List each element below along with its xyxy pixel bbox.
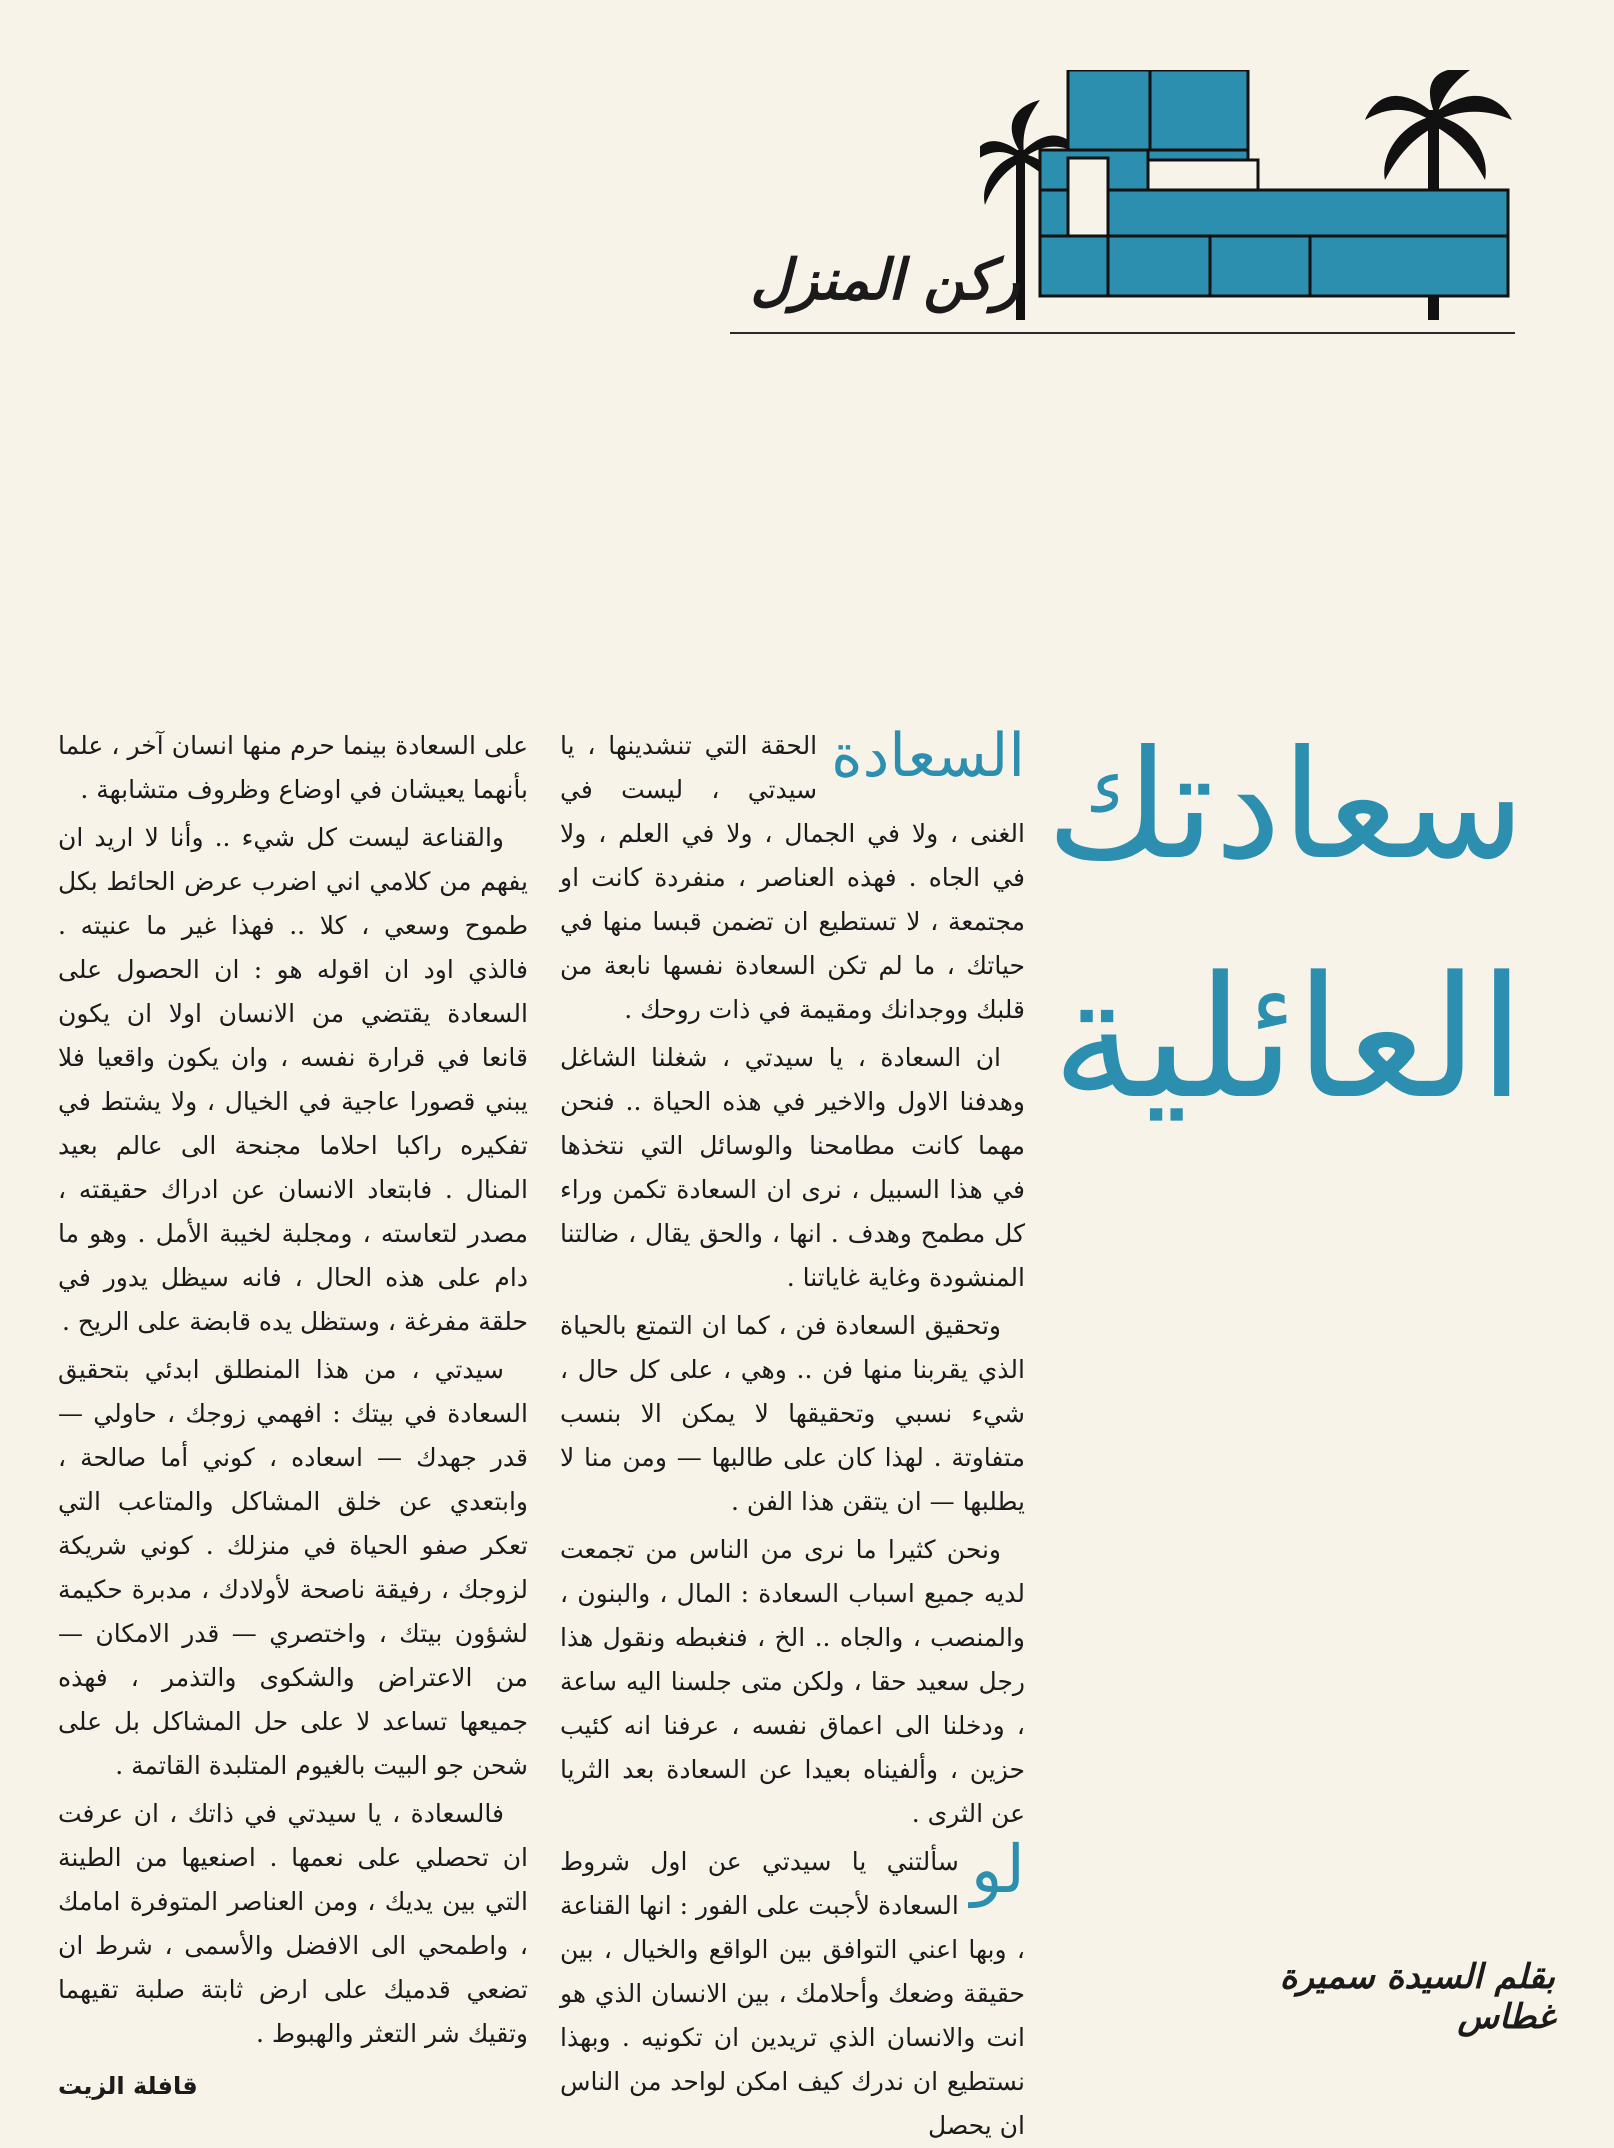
article-title-line-1: سعادتك (1046, 719, 1525, 893)
author-byline: بقلم السيدة سميرة غطاس (1279, 1957, 1555, 2037)
paragraph: وتحقيق السعادة فن ، كما ان التمتع بالحياة الذي يقربنا منها فن .. وهي ، على كل حال ، شيء نسبي وتحقيقها لا يمكن الا بنسب متفاوتة . لهذا كان على طالبها — ومن منا لا يطلبها — ان يتقن هذا الفن . (560, 1311, 1025, 1516)
dropcap-word: لو (970, 1831, 1025, 1908)
paragraph: السعادة الحقة التي تنشدينها ، يا سيدتي ، ليست في الغنى ، ولا في الجمال ، ولا في العلم ، ولا في الجاه . فهذه العناصر ، منفردة كانت او مجتمعة ، لا تستطيع ان تضمن قبسا منها في حياتك ، ما لم تكن السعادة نفسها نابعة من قلبك ووجدانك ومقيمة في ذات روحك . (560, 721, 1025, 1024)
article-title-line-2: العائلية (1051, 939, 1525, 1136)
magazine-footer: قافلة الزيت (58, 2072, 198, 2100)
house-with-palm-trees-icon (980, 70, 1520, 340)
paragraph: والقناعة ليست كل شيء .. وأنا لا اريد ان يفهم من كلامي اني اضرب عرض الحائط بكل طموح وسعي ، كلا .. فهذا غير ما عنيته . فالذي اود ان اقوله هو : ان الحصول على السعادة يقتضي من الانسان اولا ان يكون قانعا في قرارة نفسه ، وان يكون واقعيا فلا يبني قصورا عاجية في الخيال ، ولا يشتط في تفكيره راكبا احلاما مجنحة الى عالم بعيد المنال . فابتعاد الانسان عن ادراك حقيقته ، مصدر لتعاسته ، ومجلبة لخيبة الأمل . وهو ما دام على هذه الحال ، فانه سيظل يدور في حلقة مفرغة ، وستظل يده قابضة على الريح . (58, 823, 528, 1336)
paragraph: على السعادة بينما حرم منها انسان آخر ، علما بأنهما يعيشان في اوضاع وظروف متشابهة . (58, 731, 528, 804)
article-column-right (560, 721, 1025, 2140)
article-title (1046, 719, 1525, 1340)
section-label: ركن المنزل (750, 248, 1020, 313)
paragraph: فالسعادة ، يا سيدتي في ذاتك ، ان عرفت ان تحصلي على نعمها . اصنعيها من الطينة التي بين يديك ، ومن العناصر المتوفرة امامك ، واطمحي الى الافضل والأسمى ، شرط ان تضعي قدميك على ارض ثابتة صلبة تقيهما وتقيك شر التعثر والهبوط . (58, 1799, 528, 2048)
paragraph: سيدتي ، من هذا المنطلق ابدئي بتحقيق السعادة في بيتك : افهمي زوجك ، حاولي — قدر جهدك — اسعاده ، كوني أما صالحة ، وابتعدي عن خلق المشاكل والمتاعب التي تعكر صفو الحياة في منزلك . كوني شريكة لزوجك ، رفيقة ناصحة لأولادك ، مدبرة حكيمة لشؤون بيتك ، واختصري — قدر الامكان — من الاعتراض والشكوى والتذمر ، فهذه جميعها تساعد لا على حل المشاكل بل على شحن جو البيت بالغيوم المتلبدة القاتمة . (58, 1355, 528, 1780)
paragraph: لو سألتني يا سيدتي عن اول شروط السعادة لأجبت على الفور : انها القناعة ، وبها اعني التوافق بين الواقع والخيال ، بين حقيقة وضعك وأحلامك ، بين الانسان الذي هو انت والانسان الذي تريدين ان تكونيه . وبهذا نستطيع ان ندرك كيف امكن لواحد من الناس ان يحصل (560, 1831, 1025, 2140)
dropcap-word: السعادة (831, 721, 1025, 791)
header-divider (730, 332, 1515, 334)
paragraph: ان السعادة ، يا سيدتي ، شغلنا الشاغل وهدفنا الاول والاخير في هذه الحياة .. فنحن مهما كانت مطامحنا والوسائل التي نتخذها في هذا السبيل ، نرى ان السعادة تكمن وراء كل مطمح وهدف . انها ، والحق يقال ، ضالتنا المنشودة وغاية غاياتنا . (560, 1043, 1025, 1292)
article-column-left (58, 724, 528, 2048)
paragraph: ونحن كثيرا ما نرى من الناس من تجمعت لديه جميع اسباب السعادة : المال ، والبنون ، والمنصب ، والجاه .. الخ ، فنغبطه ونقول هذا رجل سعيد حقا ، ولكن متى جلسنا اليه ساعة ، ودخلنا الى اعماق نفسه ، عرفنا انه كئيب حزين ، وألفيناه بعيدا عن السعادة بعد الثريا عن الثرى . (560, 1535, 1025, 1828)
